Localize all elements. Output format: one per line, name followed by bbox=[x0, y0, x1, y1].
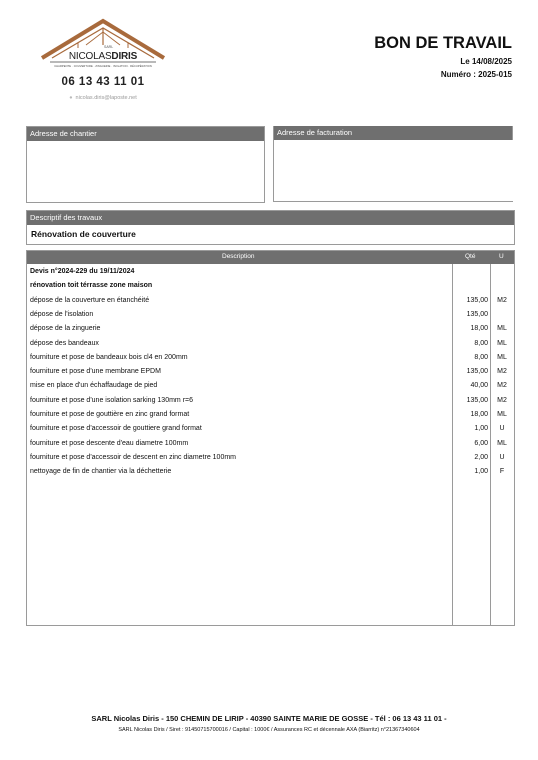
row-quantity: 135,00 bbox=[466, 310, 488, 318]
roof-logo-icon bbox=[38, 18, 168, 78]
table-row bbox=[27, 323, 514, 337]
email-icon: ● bbox=[69, 95, 73, 101]
row-unit: M2 bbox=[497, 296, 507, 304]
table-row bbox=[27, 309, 514, 323]
row-unit: ML bbox=[497, 339, 507, 347]
row-quantity: 135,00 bbox=[466, 368, 488, 376]
row-description: fourniture et pose d'accessoir de gouttiere grand format bbox=[30, 425, 202, 433]
row-unit: U bbox=[499, 453, 505, 461]
works-description-label: Descriptif des travaux bbox=[27, 211, 514, 225]
row-description: dépose des bandeaux bbox=[30, 339, 99, 347]
works-description-box bbox=[26, 210, 515, 245]
row-quantity: 18,00 bbox=[470, 411, 488, 418]
works-summary: Rénovation de couverture bbox=[31, 229, 136, 239]
row-quantity: 1,00 bbox=[474, 425, 488, 433]
document-number: Numéro : 2025-015 bbox=[440, 70, 512, 79]
row-unit: ML bbox=[497, 411, 507, 418]
row-description: dépose de la zinguerie bbox=[30, 325, 101, 333]
row-description: fourniture et pose d'une isolation sarking 130mm r=6 bbox=[30, 396, 194, 404]
row-description: rénovation toit térrasse zone maison bbox=[30, 282, 153, 290]
row-description: mise en place d'un échaffaudage de pied bbox=[30, 382, 158, 390]
row-description: nettoyage de fin de chantier via la déchetterie bbox=[30, 468, 172, 476]
logo-tagline: CHARPENTE · COUVERTURE · ZINGUERIE · ISOLATION · RÉCUPÉRATION bbox=[54, 65, 152, 68]
billing-address-label: Adresse de facturation bbox=[274, 126, 513, 140]
row-quantity: 40,00 bbox=[470, 382, 488, 390]
billing-address-box bbox=[273, 126, 513, 202]
row-quantity: 135,00 bbox=[466, 396, 488, 404]
row-description: fourniture et pose d'accessoir de descent en zinc diametre 100mm bbox=[30, 453, 237, 461]
row-description: fourniture et pose de bandeaux bois cl4 en 200mm bbox=[30, 353, 188, 361]
row-unit: M2 bbox=[497, 382, 507, 390]
company-logo bbox=[38, 18, 168, 104]
row-quantity: 1,00 bbox=[474, 468, 488, 476]
row-unit: F bbox=[499, 468, 505, 476]
table-row bbox=[27, 452, 514, 466]
row-quantity: 6,00 bbox=[474, 439, 488, 447]
table-row bbox=[27, 338, 514, 352]
row-unit: ML bbox=[497, 353, 507, 361]
col-qty-header: Qté bbox=[465, 253, 476, 260]
items-table bbox=[26, 250, 515, 626]
table-row bbox=[27, 466, 514, 480]
row-quantity: 8,00 bbox=[474, 339, 488, 347]
document-date: Le 14/08/2025 bbox=[460, 57, 512, 66]
table-row bbox=[27, 352, 514, 366]
table-row bbox=[27, 366, 514, 380]
company-email: ● nicolas.diris@laposte.net bbox=[69, 95, 137, 101]
table-row bbox=[27, 423, 514, 437]
row-description: dépose de l'isolation bbox=[30, 310, 94, 318]
table-row bbox=[27, 395, 514, 409]
row-unit: M2 bbox=[497, 396, 507, 404]
row-description: Devis n°2024-229 du 19/11/2024 bbox=[30, 268, 135, 275]
table-row bbox=[27, 295, 514, 309]
row-quantity: 8,00 bbox=[474, 353, 488, 361]
footer-legal-line: SARL Nicolas Diris / Siret : 91450715700016 / Capital : 1000€ / Assurances RC et décennale AXA (Biarritz) n°21367340604 bbox=[118, 727, 420, 733]
row-unit: U bbox=[499, 425, 505, 433]
document-title: BON DE TRAVAIL bbox=[374, 34, 512, 52]
row-description: fourniture et pose d'une membrane EPDM bbox=[30, 368, 161, 376]
col-unit-header: U bbox=[499, 253, 504, 260]
table-row bbox=[27, 266, 514, 280]
row-unit: ML bbox=[497, 325, 507, 333]
row-quantity: 135,00 bbox=[466, 296, 488, 304]
col-description-header: Description bbox=[222, 253, 255, 260]
company-phone: 06 13 43 11 01 bbox=[61, 76, 145, 88]
table-row bbox=[27, 438, 514, 452]
row-unit: ML bbox=[497, 439, 507, 447]
row-description: fourniture et pose de gouttière en zinc grand format bbox=[30, 411, 190, 418]
chantier-address-label: Adresse de chantier bbox=[27, 127, 264, 141]
footer-company-line: SARL Nicolas Diris - 150 CHEMIN DE LIRIP - 40390 SAINTE MARIE DE GOSSE - Tél : 06 13 43 11 01 - bbox=[91, 714, 447, 723]
chantier-address-box bbox=[26, 126, 265, 203]
table-row bbox=[27, 409, 514, 423]
row-description: dépose de la couverture en étanchéité bbox=[30, 296, 150, 304]
table-row bbox=[27, 380, 514, 394]
logo-sarl-label: SARL bbox=[104, 45, 114, 49]
logo-brand-name: NICOLASDIRIS bbox=[68, 51, 138, 62]
row-description: fourniture et pose descente d'eau diametre 100mm bbox=[30, 439, 189, 447]
table-row bbox=[27, 280, 514, 294]
items-table-header bbox=[27, 251, 514, 264]
row-unit: M2 bbox=[497, 368, 507, 376]
row-quantity: 2,00 bbox=[474, 453, 488, 461]
row-quantity: 18,00 bbox=[470, 325, 488, 333]
